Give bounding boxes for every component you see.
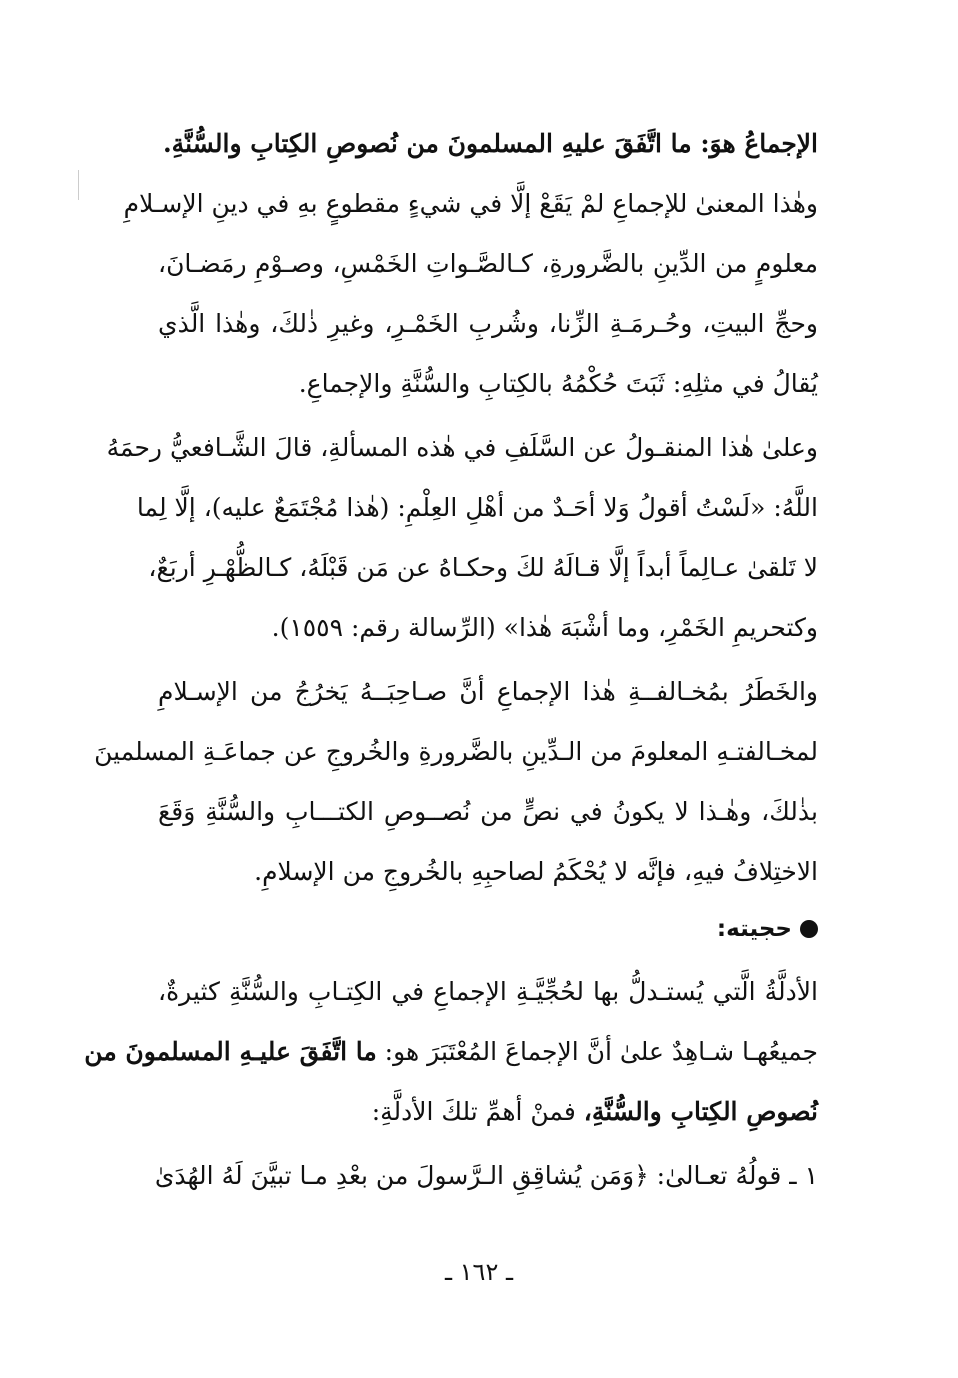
paragraph-shafii-quote bbox=[106, 432, 818, 643]
page-body bbox=[84, 128, 818, 1220]
paragraph-meaning bbox=[123, 188, 818, 399]
paragraph-line: وهٰذا المعنىٰ للإجماعِ لمْ يَقَعْ إلَّا في شيءٍ مقطوعٍ بهِ في دينِ الإسـلامِ bbox=[123, 189, 818, 218]
paragraph-line: والخَطَرُ بمُخـالفــةِ هٰذا الإجماعِ أنَّ صـاحِبَــهُ يَخرُجُ من الإسـلامِ bbox=[158, 677, 818, 706]
section-title bbox=[158, 916, 818, 942]
paragraph-line: لا تَلقىٰ عـالِماً أبداً إلَّا قـالَهُ لكَ وحكـاهُ عن مَن قَبْلَهُ، كـالظُّهْـرِ أربَعٌ، bbox=[148, 553, 818, 582]
paragraph-line: وحجِّ البيتِ، وحُـرمَـةِ الزِّنا، وشُربِ الخَمْـرِ، وغيرِ ذٰلكَ، وهٰذا الَّذي bbox=[158, 309, 818, 338]
paragraph-line: وعلىٰ هٰذا المنقـولُ عن السَّلَفِ في هٰذه المسألةِ، قالَ الشَّـافعيُّ رحمَهُ bbox=[106, 433, 818, 462]
paragraph-line: يُقالُ في مثلِهِ: ثَبَتَ حُكْمُهُ بالكِتابِ والسُّنَّةِ والإجماعِ. bbox=[298, 369, 818, 398]
bold-text-run: نُصوصِ الكِتابِ والسُّنَّةِ، bbox=[583, 1097, 818, 1126]
paragraph-line bbox=[84, 1036, 818, 1067]
paragraph-line bbox=[158, 1096, 818, 1127]
paragraph-line: اللَّهُ: «لَسْتُ أقولُ وَلا أحَـدٌ من أهْلِ العِلْمِ: (هٰذا مُجْتَمَعٌ عليه)، إلَّا لِما bbox=[136, 493, 818, 522]
definition-heading: الإجماعُ هوَ: ما اتَّفَقَ عليهِ المسلمونَ من نُصوصِ الكِتابِ والسُّنَّةِ. bbox=[162, 129, 818, 158]
paragraph-line: معلومٍ من الدِّينِ بالضَّرورةِ، كـالصَّـواتِ الخَمْسِ، وصـوْمِ رمَضـانَ، bbox=[158, 249, 818, 278]
paragraph-evidence bbox=[84, 976, 818, 1127]
bullet-dot-icon bbox=[800, 920, 818, 938]
paragraph-line: وكتحريمِ الخَمْرِ، وما أشْبَهَ هٰذا» (الرِّسالة رقم: ١٥٥٩). bbox=[271, 613, 818, 642]
section-title-text: حجيته: bbox=[716, 916, 792, 942]
page-number: ـ ١٦٢ ـ bbox=[444, 1258, 513, 1286]
margin-mark bbox=[78, 170, 79, 200]
paragraph-line: لمخـالفتـهِ المعلومَ من الـدِّينِ بالضَّرورةِ والخُروجِ عن جماعَـةِ المسلمينَ bbox=[94, 737, 818, 766]
text-run: فمنْ أهمِّ تلكَ الأدلَّةِ: bbox=[371, 1097, 584, 1126]
list-item: ١ ـ قولُهُ تعـالىٰ: ﴿وَمَن يُشاقِقِ الـرَّسولَ من بعْدِ مـا تبيَّنَ لَهُ الهُدَىٰ bbox=[154, 1161, 818, 1190]
paragraph-line: الأدلَّةُ الَّتي يُستـدلُّ بها لحُجِّيَّـةِ الإجماعِ في الكِتـابِ والسُّنَّةِ كثيرةٌ، bbox=[158, 977, 818, 1006]
text-run: جميعُهـا شـاهِدٌ علىٰ أنَّ الإجماعَ المُعْتَبَرَ هو: bbox=[376, 1037, 818, 1066]
bold-text-run: ما اتَّفَقَ عليـهِ المسلمونَ من bbox=[84, 1037, 377, 1066]
paragraph-danger bbox=[94, 676, 818, 887]
paragraph-line: الاختِلافُ فيهِ، فإنَّه لا يُحْكَمُ لصاحبِهِ بالخُروجِ من الإسلامِ. bbox=[254, 857, 818, 886]
paragraph-line: بذٰلكَ، وهٰـذا لا يكونُ في نصٍّ من نُصــوصِ الكتـــابِ والسُّنَّةِ وَقَعَ bbox=[158, 797, 818, 826]
